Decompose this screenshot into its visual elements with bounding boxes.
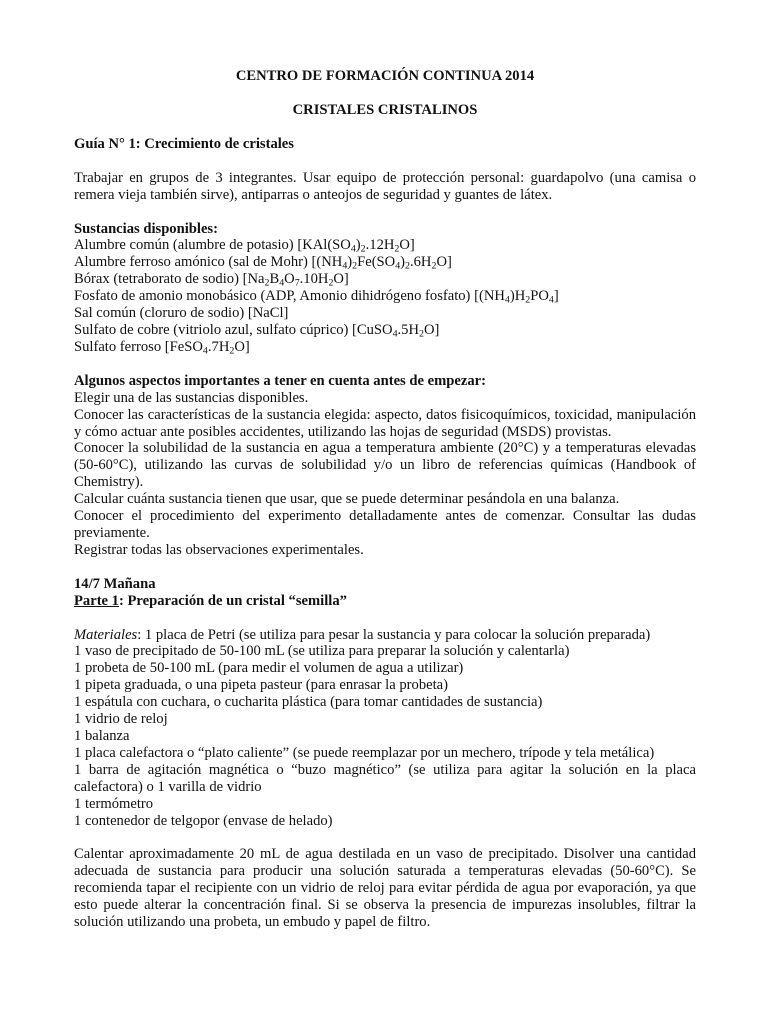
substances-heading: Sustancias disponibles:: [74, 220, 218, 237]
formula-subscript: 4: [279, 277, 285, 289]
material-item: 1 vidrio de reloj: [74, 711, 168, 728]
substance-item: [74, 271, 696, 288]
substance-formula: [253, 305, 289, 321]
aspect-item: Conocer las características de la sustancia elegida: aspecto, datos fisicoquímicos, toxicidad, manipulación y cómo actuar ante posibles accidentes, utilizando las hojas de seguridad (MSDS) provistas.: [74, 406, 696, 440]
substance-item: [74, 322, 696, 339]
formula-subscript: 4: [392, 328, 398, 340]
aspect-item: Conocer la solubilidad de la sustancia en agua a temperatura ambiente (20°C) y a temperaturas elevadas (50-60°C), utilizando las curvas de solubilidad y/o un libro de referencias químicas (Handbook of Chemistry).: [74, 440, 696, 491]
formula-text: CuSO: [356, 321, 393, 338]
formula-text: KAl(SO: [302, 237, 351, 254]
formula-subscript: 4: [504, 294, 510, 306]
formula-text: .5H: [397, 321, 420, 338]
formula-subscript: 4: [395, 260, 401, 272]
aspect-item: Conocer el procedimiento del experimento detalladamente antes de comenzar. Consultar las dudas previamente.: [74, 508, 696, 541]
formula-subscript: 2: [394, 243, 400, 255]
formula-text: O]: [333, 271, 349, 288]
procedure-text: Calentar aproximadamente 20 mL de agua destilada en un vaso de precipitado. Disolver una cantidad adecuada de sustancia para producir una solución saturada a temperaturas elevadas (50-60°C). Se recomienda tapar el recipiente con un vidrio de reloj para evitar pérdida de agua por evaporación, ya que esto puede alterar la concentración final. Si se observa la presencia de impurezas insolubles, filtrar la solución utilizando una probeta, un embudo y papel de filtro.: [74, 846, 696, 931]
substance-formula: [357, 322, 440, 338]
formula-text: Na: [247, 271, 265, 288]
substance-name: Sal común (cloruro de sodio): [74, 305, 248, 322]
formula-text: Fe(SO: [357, 254, 396, 271]
materials-first: : 1 placa de Petri (se utiliza para pesar la sustancia y para colocar la solución preparada): [137, 626, 651, 643]
formula-text: ): [347, 254, 353, 271]
aspect-item: Elegir una de las sustancias disponibles.: [74, 389, 309, 406]
formula-subscript: 2: [431, 260, 437, 272]
formula-text: .12H: [365, 237, 395, 254]
substance-formula: [170, 339, 250, 355]
substance-formula: [316, 254, 451, 270]
formula-bracket: [: [297, 237, 303, 254]
formula-bracket: [: [352, 321, 357, 338]
formula-subscript: 2: [419, 328, 424, 340]
materials-label: Materiales: [74, 626, 138, 643]
material-item: 1 probeta de 50-100 mL (para medir el volumen de agua a utilizar): [74, 660, 464, 677]
formula-text: (NH: [478, 288, 505, 305]
formula-text: O]: [234, 338, 250, 355]
aspect-item: Calcular cuánta sustancia tienen que usar, que se puede determinar pesándola en una balanza.: [74, 491, 620, 508]
formula-bracket: [: [247, 305, 253, 322]
formula-text: ): [355, 237, 361, 254]
material-item: 1 balanza: [74, 728, 130, 744]
formula-subscript: 2: [360, 243, 366, 255]
formula-text: ): [400, 254, 406, 271]
formula-subscript: 2: [328, 277, 334, 289]
aspect-item: Registrar todas las observaciones experimentales.: [74, 541, 364, 558]
document-subtitle: CRISTALES CRISTALINOS: [292, 101, 478, 118]
substance-formula: [247, 271, 348, 287]
substance-item: [74, 339, 696, 356]
formula-bracket: [: [474, 288, 479, 305]
formula-bracket: [: [242, 271, 248, 288]
formula-text: )H: [509, 288, 526, 305]
formula-subscript: 2: [405, 260, 410, 272]
formula-text: O]: [423, 321, 440, 338]
formula-subscript: 4: [548, 294, 554, 306]
aspect-list: [74, 390, 696, 559]
substance-name: Alumbre común (alumbre de potasio): [74, 237, 298, 254]
formula-subscript: 2: [229, 345, 235, 357]
formula-subscript: 4: [202, 345, 208, 357]
formula-subscript: 7: [294, 277, 300, 289]
formula-text: O]: [399, 237, 415, 254]
formula-text: B: [269, 271, 280, 288]
formula-text: O: [284, 271, 295, 288]
substance-name: Fosfato de amonio monobásico (ADP, Amonio dihidrógeno fosfato): [74, 288, 475, 305]
part-heading: [74, 593, 696, 610]
material-item: 1 contenedor de telgopor (envase de helado): [74, 812, 333, 829]
formula-text: .6H: [409, 254, 432, 271]
session-date: 14/7 Mañana: [74, 575, 156, 592]
formula-text: PO: [530, 288, 549, 305]
formula-bracket: [: [164, 338, 170, 355]
substance-name: Sulfato ferroso: [74, 338, 165, 355]
formula-subscript: 2: [264, 277, 270, 289]
material-item: 1 placa calefactora o “plato caliente” (se puede reemplazar por un mechero, trípode y tela metálica): [74, 744, 655, 761]
document-body: [74, 68, 696, 931]
formula-text: NaCl]: [252, 305, 289, 322]
substance-item: [74, 237, 696, 254]
substance-formula: [302, 237, 415, 253]
material-item: 1 termómetro: [74, 795, 154, 812]
guide-title: Guía N° 1: Crecimiento de cristales: [74, 135, 294, 152]
substance-list: [74, 237, 696, 355]
substance-name: Bórax (tetraborato de sodio): [74, 271, 243, 288]
formula-subscript: 2: [352, 260, 358, 272]
formula-text: FeSO: [169, 338, 203, 355]
formula-text: .10H: [299, 271, 329, 288]
formula-text: ]: [553, 288, 559, 305]
substance-name: Alumbre ferroso amónico (sal de Mohr): [74, 254, 312, 271]
formula-subscript: 4: [342, 260, 348, 272]
material-item: 1 vaso de precipitado de 50-100 mL (se utiliza para preparar la solución y calentarla): [74, 643, 570, 660]
formula-subscript: 2: [525, 294, 531, 306]
aspects-heading: Algunos aspectos importantes a tener en cuenta antes de empezar:: [74, 372, 486, 389]
substance-item: [74, 254, 696, 271]
formula-text: (NH: [316, 254, 343, 271]
guide-intro: Trabajar en grupos de 3 integrantes. Usar equipo de protección personal: guardapolvo (una camisa o remera vieja también sirve), antiparras o anteojos de seguridad y guantes de látex.: [74, 169, 696, 203]
materials-first-line: [74, 627, 696, 644]
part-title: : Preparación de un cristal “semilla”: [118, 592, 347, 609]
substance-name: Sulfato de cobre (vitriolo azul, sulfato cúprico): [74, 321, 353, 338]
substance-item: [74, 288, 696, 305]
material-item: 1 pipeta graduada, o una pipeta pasteur (para enrasar la probeta): [74, 677, 448, 694]
formula-text: .7H: [207, 338, 230, 355]
formula-text: O]: [436, 254, 452, 271]
materials-list: [74, 643, 696, 829]
formula-bracket: [: [311, 254, 317, 271]
substance-item: [74, 305, 696, 322]
formula-subscript: 4: [350, 243, 356, 255]
material-item: 1 espátula con cuchara, o cucharita plástica (para tomar cantidades de sustancia): [74, 694, 543, 711]
part-label: Parte 1: [74, 592, 119, 609]
document-title: CENTRO DE FORMACIÓN CONTINUA 2014: [235, 68, 535, 84]
substance-formula: [479, 288, 559, 304]
material-item: 1 barra de agitación magnética o “buzo magnético” (se utiliza para agitar la solución en la placa calefactora) o 1 varilla de vidrio: [74, 761, 696, 795]
